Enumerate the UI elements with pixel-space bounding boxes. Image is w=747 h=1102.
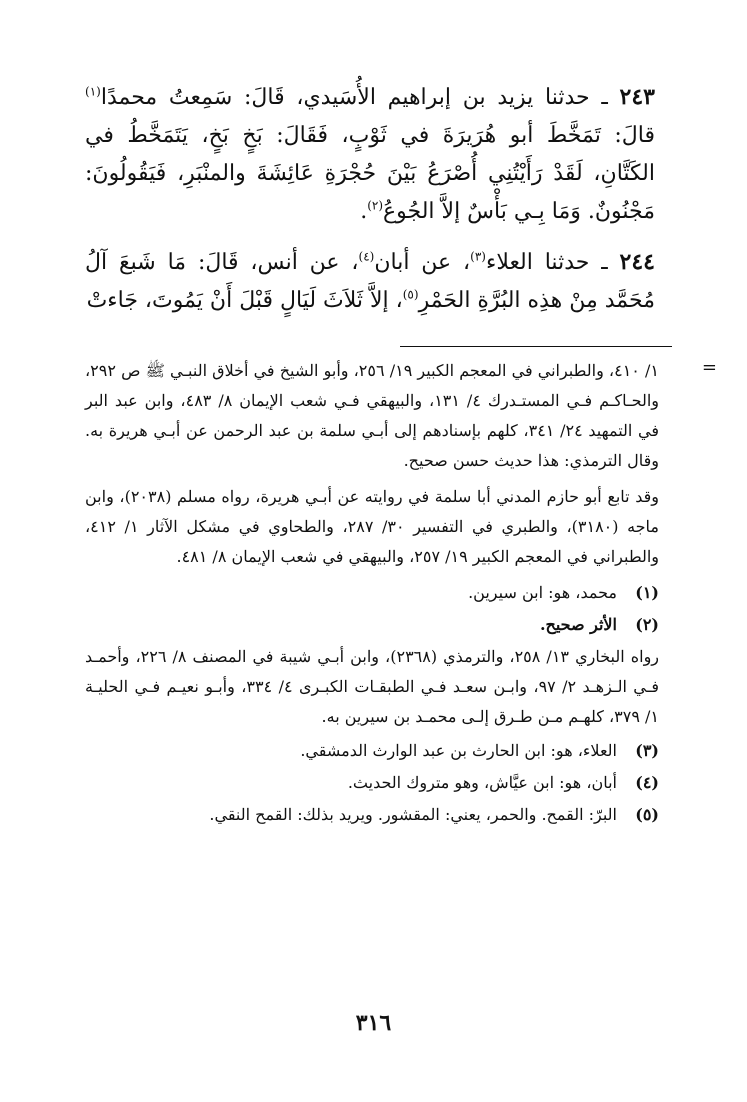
- footnote-item: [85, 610, 659, 640]
- footnote-number: (٢): [635, 615, 659, 634]
- footnote-item: [85, 768, 659, 798]
- footnote-text: محمد، هو: ابن سيرين.: [468, 583, 617, 602]
- hadith-text: .: [360, 199, 368, 224]
- hadith-text: ، عن أنس، قَالَ: مَا شَبعَ آلُ مُحَمَّد مِنْ هذِه البُرَّةِ الحَمْرِ: [85, 250, 655, 313]
- footnote-ref[interactable]: (١): [85, 84, 101, 99]
- footnote-text: الأثر صحيح.: [539, 615, 617, 634]
- footnote-number: (٣): [635, 741, 659, 760]
- footnote-number: (٤): [635, 773, 659, 792]
- hadith-text: ، عن أبان: [374, 250, 471, 275]
- hadith-number: ٢٤٣: [619, 84, 655, 110]
- footnote-continuation: وقد تابع أبو حازم المدني أبا سلمة في روايته عن أبـي هريرة، رواه مسلم (٢٠٣٨)، وابن ماجه (٣١٨٠)، والطبري في التفسير ٣٠/ ٢٨٧، والطحاوي في مشكل الآثار ١/ ٤١٢، والطبراني في المعجم الكبير ١٩/ ٢٥٧، والبيهقي في شعب الإيمان ٨/ ٤٨١.: [85, 487, 659, 566]
- hadith-text: قالَ: تَمَخَّطَ أبو هُرَيرَةَ في ثَوْبٍ، فَقَالَ: بَخٍ بَخٍ، يَتَمَخَّطُ في الكَتَّانِ، لَقَدْ رَأَيْتُنِي أُصْرَعُ بَيْنَ حُجْرَةِ عَائِشَةَ والمنْبَرِ، فَيَقُولُونَ: مَجْنُونٌ. وَمَا بِـي بَأْسٌ إلاَّ الجُوعُ: [85, 123, 655, 224]
- footnote-ref[interactable]: (٤): [358, 249, 375, 264]
- footnote-ref[interactable]: (٥): [402, 287, 419, 302]
- footnote-item: [85, 736, 659, 766]
- footnote-detail: رواه البخاري ١٣/ ٢٥٨، والترمذي (٢٣٦٨)، وابن أبـي شيبة في المصنف ٨/ ٢٢٦، وأحمـد فـي الـزهـد ٢/ ٩٧، وابـن سعـد فـي الطبقـات الكبـرى ٤/ ٣٣٤، وأبـو نعيـم فـي الحليـة ١/ ٣٧٩، كلهـم مـن طـرق إلـى محمـد بن سيرين به.: [85, 647, 660, 726]
- page-number: ٣١٦: [355, 1010, 392, 1036]
- continuation-mark: =: [701, 357, 717, 378]
- footnote-continuation: ١/ ٤١٠، والطبراني في المعجم الكبير ١٩/ ٢٥٦، وأبو الشيخ في أخلاق النبـي ﷺ ص ٢٩٢، والحـاكـم فـي المستـدرك ٤/ ١٣١، والبيهقي فـي شعب الإيمان ٨/ ٤٨٣، وابن عبد البر في التمهيد ٢٤/ ٣٤١، كلهم بإسنادهم إلى أبـي سلمة بن عبد الرحمن عن أبـي هريرة به. وقال الترمذي: هذا حديث حسن صحيح.: [85, 361, 660, 470]
- footnote-item: [85, 578, 659, 608]
- footnote-text: العلاء، هو: ابن الحارث بن عبد الوارث الدمشقي.: [300, 741, 617, 760]
- footnote-ref[interactable]: (٣): [470, 249, 486, 264]
- hadith-text: ـ حدثنا يزيد بن إبراهيم الأُسَيدي، قَالَ: سَمِعتُ محمدًا: [100, 85, 608, 110]
- hadith-text: ، إلاَّ ثَلاَثَ لَيَالٍ قَبْلَ أَنْ يَمُوتَ، جَاءتْ: [86, 288, 403, 313]
- footnote-text: أبان، هو: ابن عيَّاش، وهو متروك الحديث.: [347, 773, 617, 792]
- main-text: [85, 78, 655, 332]
- footnote-number: (٥): [635, 805, 659, 824]
- footnote-text: البرّ: القمح. والحمر، يعني: المقشور. ويريد بذلك: القمح النقي.: [209, 805, 617, 824]
- footnotes-section: [85, 356, 659, 832]
- footnote-number: (١): [635, 583, 659, 602]
- footnote-item: [85, 800, 659, 830]
- hadith-text: ـ حدثنا العلاء: [485, 250, 608, 275]
- footnote-separator: [400, 346, 672, 347]
- hadith-number: ٢٤٤: [619, 249, 655, 275]
- hadith-243: [85, 78, 655, 231]
- hadith-244: [85, 243, 655, 320]
- footnote-ref[interactable]: (٢): [367, 198, 384, 213]
